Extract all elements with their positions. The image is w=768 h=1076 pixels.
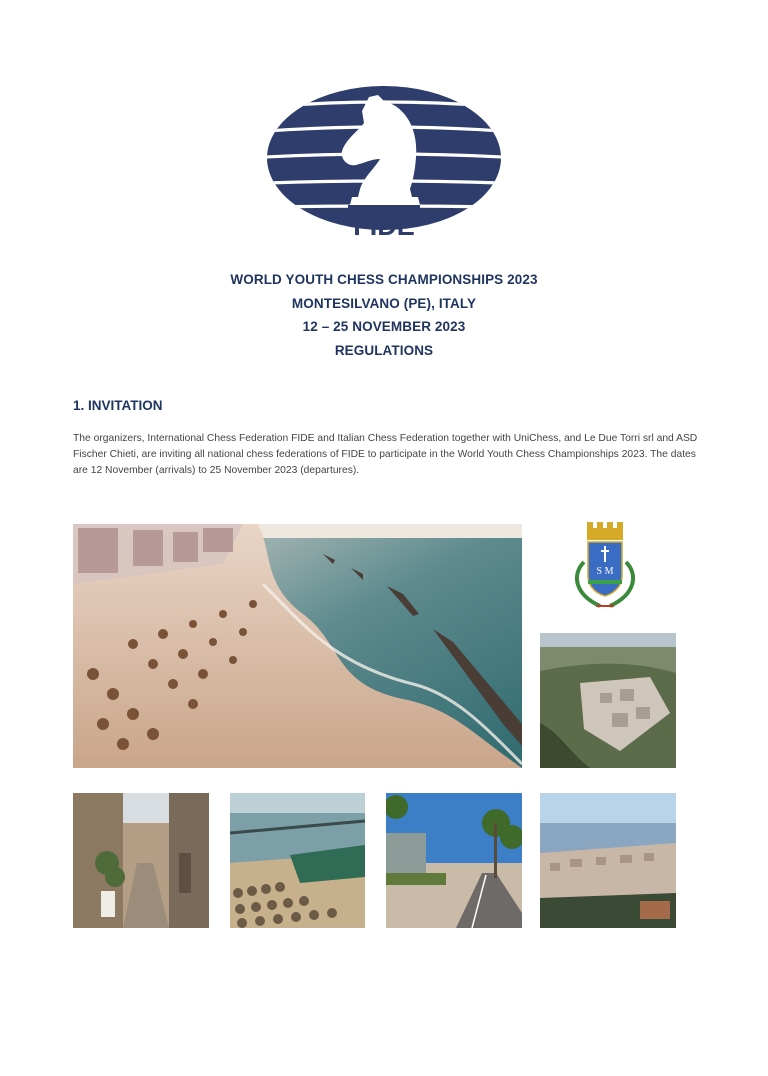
championship-title: WORLD YOUTH CHESS CHAMPIONSHIPS 2023: [230, 272, 538, 287]
dates-title: 12 – 25 NOVEMBER 2023: [302, 319, 466, 334]
section-heading: 1. INVITATION: [73, 398, 163, 413]
city-crest: [570, 522, 640, 614]
old-town-alley-photo: [73, 793, 209, 928]
regulations-title: REGULATIONS: [334, 342, 434, 358]
beach-aerial-photo: [73, 524, 522, 768]
hill-town-photo: [540, 633, 676, 768]
title-block: [0, 268, 768, 362]
invitation-paragraph: The organizers, International Chess Federation FIDE and Italian Chess Federation together with UniChess, and Le Due Torri srl and ASD Fischer Chieti, are inviting all national chess federations of FIDE to participate in the World Youth Chess Championships 2023. The dates are 12 November (arrivals) to 25 November 2023 (departures).: [73, 433, 698, 476]
logo-text: FIDE: [353, 211, 415, 239]
fide-logo: [266, 85, 502, 239]
location-title: MONTESILVANO (PE), ITALY: [291, 295, 477, 311]
crest-letters: S M: [596, 566, 614, 577]
beach-umbrellas-photo: [230, 793, 365, 928]
coastal-panorama-photo: [540, 793, 676, 928]
seaside-promenade-photo: [386, 793, 522, 928]
